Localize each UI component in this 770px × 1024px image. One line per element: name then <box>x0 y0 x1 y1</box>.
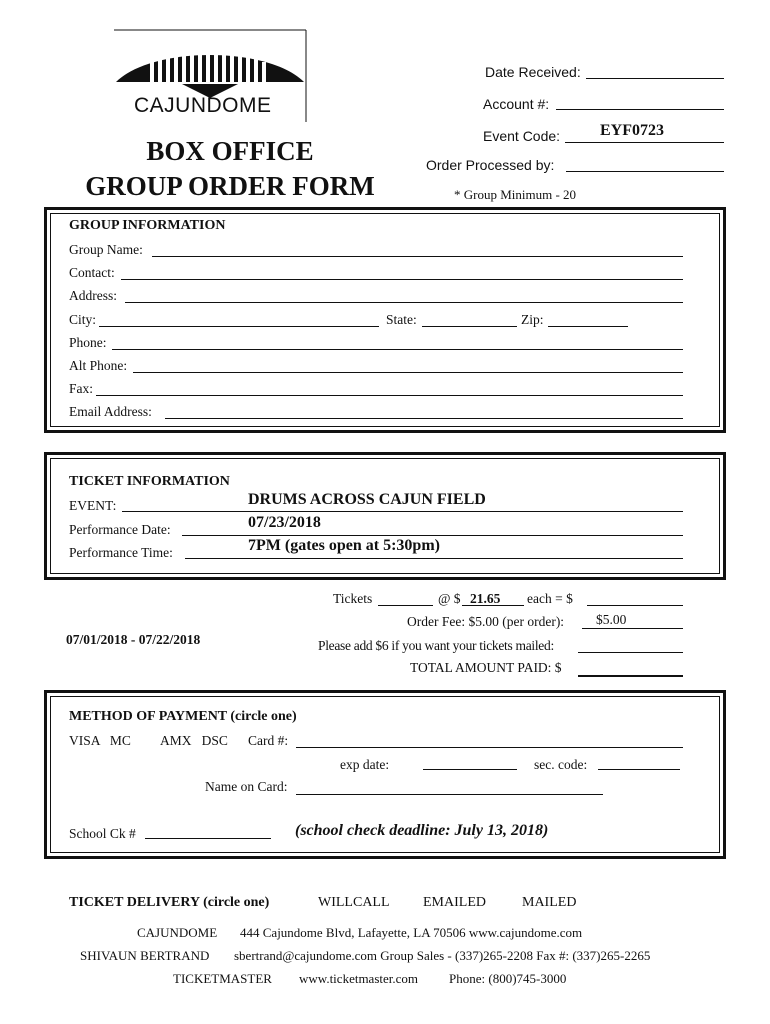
performance-time-label: Performance Time: <box>69 545 173 560</box>
phone-label: Phone: <box>69 335 107 350</box>
mail-fee-field[interactable] <box>578 636 683 653</box>
order-fee-label: Order Fee: $5.00 (per order): <box>407 614 565 629</box>
group-minimum-note: * Group Minimum - 20 <box>454 187 577 202</box>
email-field[interactable] <box>165 402 683 419</box>
contact-cajundome-info: 444 Cajundome Blvd, Lafayette, LA 70506 www.cajundome.com <box>240 925 583 940</box>
address-field[interactable] <box>125 286 683 303</box>
date-received-label: Date Received: <box>485 64 581 80</box>
alt-phone-label: Alt Phone: <box>69 358 128 373</box>
sec-code-label: sec. code: <box>534 757 588 772</box>
logo-text: CAJUNDOME <box>134 94 272 117</box>
total-amount-label: TOTAL AMOUNT PAID: $ <box>410 660 562 675</box>
delivery-heading: TICKET DELIVERY (circle one) <box>69 895 270 910</box>
school-check-field[interactable] <box>145 822 271 839</box>
zip-field[interactable] <box>548 310 628 327</box>
delivery-emailed[interactable]: EMAILED <box>423 895 486 910</box>
state-label: State: <box>386 312 417 327</box>
group-name-field[interactable] <box>152 240 683 257</box>
account-label: Account #: <box>483 96 550 112</box>
card-number-field[interactable] <box>296 731 683 748</box>
performance-date-value: 07/23/2018 <box>248 514 321 531</box>
school-check-label: School Ck # <box>69 826 136 841</box>
contact-ticketmaster-phone: Phone: (800)745-3000 <box>449 971 567 986</box>
date-received-field[interactable] <box>586 62 724 79</box>
group-info-heading: GROUP INFORMATION <box>69 218 226 233</box>
address-label: Address: <box>69 288 117 303</box>
zip-label: Zip: <box>521 312 544 327</box>
name-on-card-label: Name on Card: <box>205 779 288 794</box>
order-fee-value: $5.00 <box>596 612 627 627</box>
order-processed-label: Order Processed by: <box>426 157 555 173</box>
phone-field[interactable] <box>112 333 683 350</box>
exp-date-label: exp date: <box>340 757 390 772</box>
each-label: each = $ <box>527 591 573 606</box>
at-label: @ $ <box>438 591 461 606</box>
performance-date-label: Performance Date: <box>69 522 171 537</box>
ticket-info-heading: TICKET INFORMATION <box>69 474 230 489</box>
cards-left[interactable]: VISA MC <box>69 733 131 748</box>
group-name-label: Group Name: <box>69 242 143 257</box>
name-on-card-field[interactable] <box>296 778 603 795</box>
contact-shivaun-info: sbertrand@cajundome.com Group Sales - (337)265-2208 Fax #: (337)265-2265 <box>234 948 651 963</box>
payment-heading: METHOD OF PAYMENT (circle one) <box>69 709 297 724</box>
title-line2: GROUP ORDER FORM <box>85 171 375 201</box>
cards-right[interactable]: AMX DSC <box>160 733 228 748</box>
contact-field[interactable] <box>121 263 683 280</box>
exp-date-field[interactable] <box>423 753 517 770</box>
total-amount-field[interactable] <box>578 659 683 677</box>
fax-label: Fax: <box>69 381 94 396</box>
city-label: City: <box>69 312 97 327</box>
city-field[interactable] <box>99 310 379 327</box>
performance-time-value: 7PM (gates open at 5:30pm) <box>248 537 440 554</box>
tickets-qty-field[interactable] <box>378 589 433 606</box>
contact-cajundome-name: CAJUNDOME <box>137 925 218 940</box>
subtotal-field[interactable] <box>587 589 683 606</box>
contact-ticketmaster-name: TICKETMASTER <box>173 971 272 986</box>
contact-label: Contact: <box>69 265 115 280</box>
tickets-label: Tickets <box>333 591 373 606</box>
delivery-mailed[interactable]: MAILED <box>522 895 577 910</box>
fax-field[interactable] <box>96 379 683 396</box>
sec-code-field[interactable] <box>598 753 680 770</box>
mail-fee-label: Please add $6 if you want your tickets mailed: <box>318 638 554 653</box>
email-label: Email Address: <box>69 404 152 419</box>
school-deadline: (school check deadline: July 13, 2018) <box>295 822 549 839</box>
event-label: EVENT: <box>69 498 117 513</box>
alt-phone-field[interactable] <box>133 356 683 373</box>
account-field[interactable] <box>556 93 724 110</box>
delivery-willcall[interactable]: WILLCALL <box>318 895 390 910</box>
title-line1: BOX OFFICE <box>146 136 314 166</box>
state-field[interactable] <box>422 310 517 327</box>
contact-shivaun-name: SHIVAUN BERTRAND <box>80 948 210 963</box>
contact-ticketmaster-url[interactable]: www.ticketmaster.com <box>299 971 419 986</box>
event-code-value: EYF0723 <box>600 122 664 139</box>
page-title <box>60 134 400 204</box>
event-code-label: Event Code: <box>483 128 561 144</box>
cajundome-logo <box>112 28 308 124</box>
card-number-label: Card #: <box>248 733 289 748</box>
order-processed-field[interactable] <box>566 155 724 172</box>
date-range: 07/01/2018 - 07/22/2018 <box>66 632 201 647</box>
price-value: 21.65 <box>470 591 501 606</box>
event-value: DRUMS ACROSS CAJUN FIELD <box>248 491 486 508</box>
